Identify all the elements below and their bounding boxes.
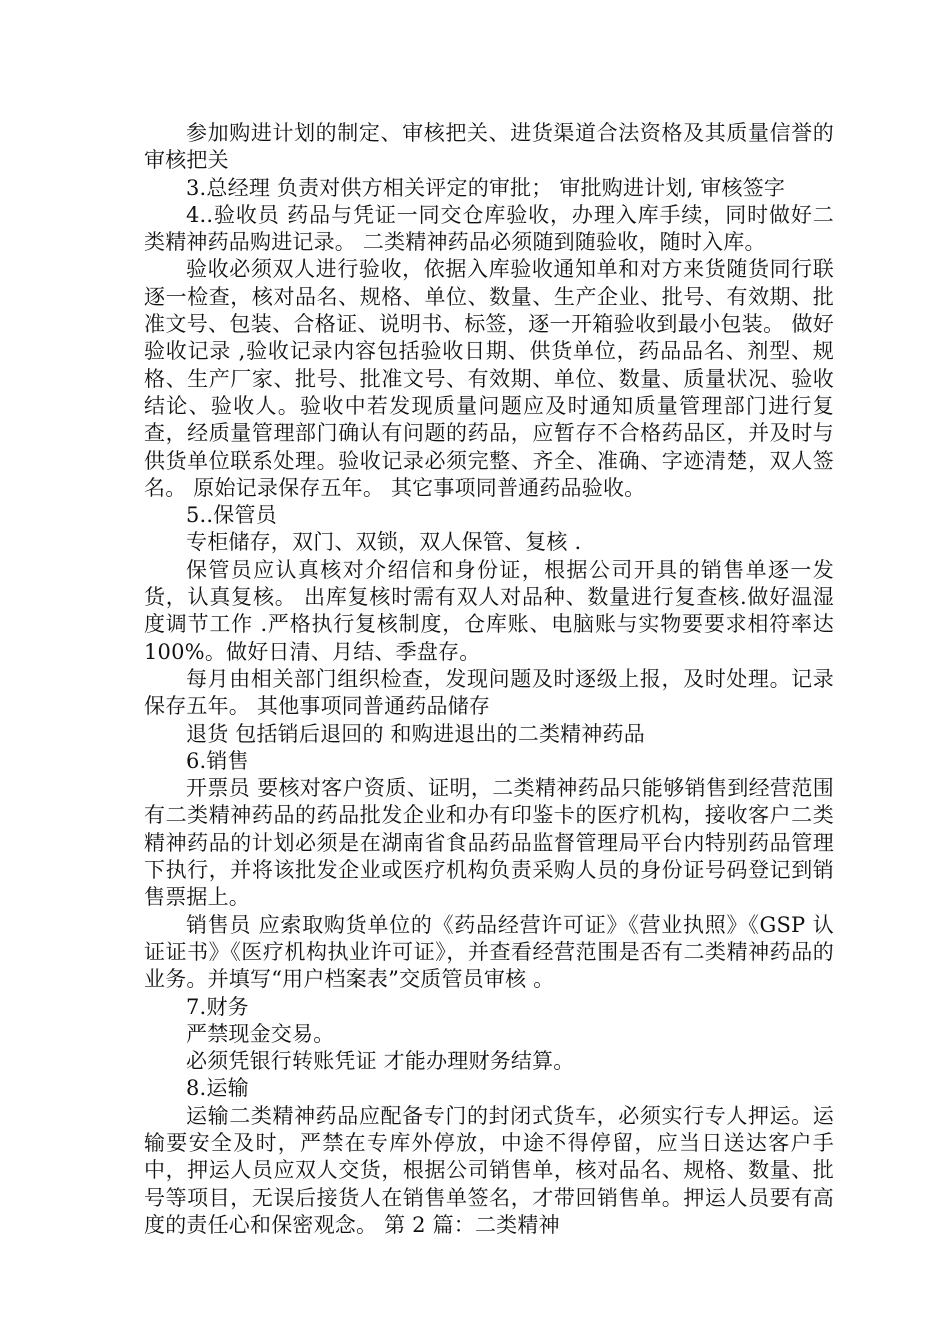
paragraph-salesperson: 销售员 应索取购货单位的《药品经营许可证》《营业执照》《GSP 认证证书》《医疗机构执业许可证》，并查看经营范围是否有二类精神药品的业务。并填写“用户档案表”交质管员审核 。 — [144, 912, 834, 992]
paragraph-transport-rules: 运输二类精神药品应配备专门的封闭式货车，必须实行专人押运。运输要安全及时，严禁在专库外停放，中途不得停留，应当日送达客户手中，押运人员应双人交货，根据公司销售单，核对品名、规格、数量、批号等项目，无误后接货人在销售单签名，才带回销售单。押运人员要有高度的责任心和保密观念。 第 2 篇：二类精神 — [144, 1103, 834, 1237]
paragraph-bank-transfer: 必须凭银行转账凭证 才能办理财务结算。 — [186, 1049, 575, 1074]
paragraph-storage: 专柜储存，双门、双锁，双人保管、复核 . — [186, 530, 582, 555]
paragraph-custodian-heading: 5..保管员 — [186, 503, 277, 528]
paragraph-no-cash: 严禁现金交易。 — [186, 1021, 335, 1046]
paragraph-monthly-check: 每月由相关部门组织检查，发现问题及时逐级上报，及时处理。记录保存五年。 其他事项同普通药品储存 — [144, 666, 834, 719]
paragraph-finance-heading: 7.财务 — [186, 994, 249, 1019]
paragraph-invoice-clerk: 开票员 要核对客户资质、证明，二类精神药品只能够销售到经营范围有二类精神药品的药品批发企业和办有印鉴卡的医疗机构，接收客户二类精神药品的计划必须是在湖南省食品药品监督管理局平台内特别药品管理下执行，并将该批发企业或医疗机构负责采购人员的身份证号码登记到销售票据上。 — [144, 776, 834, 910]
paragraph-sales-heading: 6.销售 — [186, 748, 249, 773]
document-body — [144, 120, 834, 1239]
paragraph-inspection-procedure: 验收必须双人进行验收，依据入库验收通知单和对方来货随货同行联逐一检查，核对品名、规格、单位、数量、生产企业、批号、有效期、批准文号、包装、合格证、说明书、标签，逐一开箱验收到最小包装。 做好验收记录 ,验收记录内容包括验收日期、供货单位，药品品名、剂型、规格、生产厂家、批号、批准文号、有效期、单位、数量、质量状况、验收结论、验收人。验收中若发现质量问题应及时通知质量管理部门进行复查，经质量管理部门确认有问题的药品，应暂存不合格药品区，并及时与供货单位联系处理。验收记录必须完整、齐全、准确、字迹清楚，双人签名。 原始记录保存五年。 其它事项同普通药品验收。 — [144, 257, 834, 500]
paragraph-purchase-plan: 参加购进计划的制定、审核把关、进货渠道合法资格及其质量信誉的审核把关 — [144, 121, 834, 173]
paragraph-returns: 退货 包括销后退回的 和购进退出的二类精神药品 — [186, 721, 645, 746]
paragraph-inspector: 4..验收员 药品与凭证一同交仓库验收，办理入库手续，同时做好二类精神药品购进记录。 二类精神药品必须随到随验收，随时入库。 — [144, 202, 834, 255]
paragraph-general-manager: 3.总经理 负责对供方相关评定的审批； 审批购进计划, 审核签字 — [186, 175, 786, 200]
paragraph-custodian-duties: 保管员应认真核对介绍信和身份证，根据公司开具的销售单逐一发货，认真复核。 出库复核时需有双人对品种、数量进行复查核.做好温湿度调节工作 .严格执行复核制度，仓库账、电脑账与实物要要求相符率达 100%。做好日清、月结、季盘存。 — [144, 557, 834, 664]
paragraph-transport-heading: 8.运输 — [186, 1076, 249, 1101]
